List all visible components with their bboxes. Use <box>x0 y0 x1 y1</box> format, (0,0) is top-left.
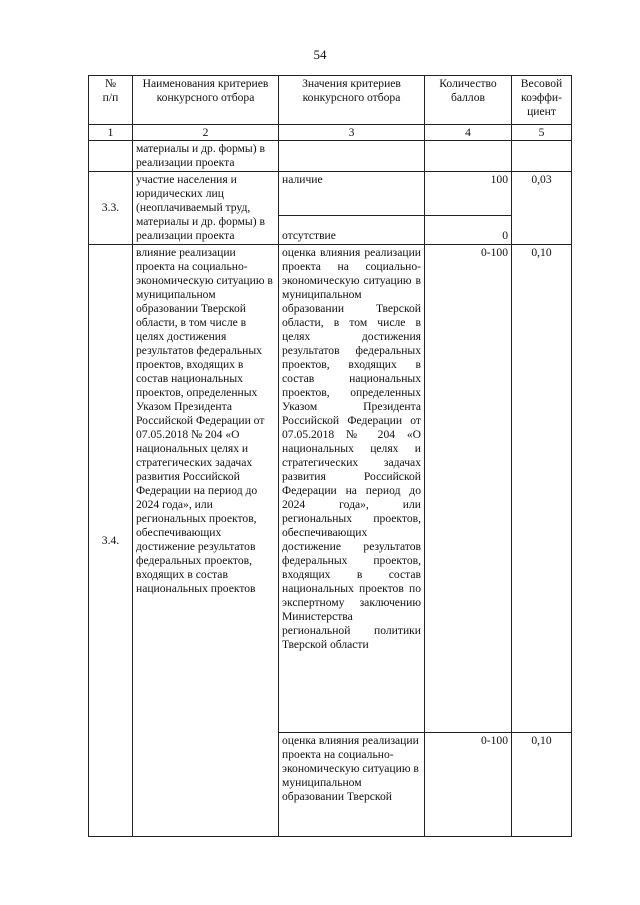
continuation-num <box>89 141 133 172</box>
row-3-4-option1-points: 0-100 <box>425 245 512 733</box>
row-3-3-option1-points: 100 <box>425 172 512 216</box>
continuation-points <box>425 141 512 172</box>
header-weight: Весовой коэффи-циент <box>512 76 572 125</box>
table-row-3-3-option1 <box>89 172 572 216</box>
header-name: Наименования критериев конкурсного отбора <box>133 76 279 125</box>
header-value: Значения критериев конкурсного отбора <box>279 76 425 125</box>
header-points: Количество баллов <box>425 76 512 125</box>
row-3-4-option1-weight: 0,10 <box>512 245 572 733</box>
row-3-3-option2-points: 0 <box>425 215 512 244</box>
row-3-3-weight: 0,03 <box>512 172 572 245</box>
column-number: 2 <box>133 125 279 141</box>
column-number: 4 <box>425 125 512 141</box>
column-number: 5 <box>512 125 572 141</box>
row-3-4-option2-value: оценка влияния реализации проекта на социально-экономическую ситуацию в муниципальном образовании Тверской <box>279 733 425 837</box>
continuation-name: материалы и др. формы) в реализации проекта <box>133 141 279 172</box>
row-3-3-num: 3.3. <box>89 172 133 245</box>
table-row-3-4-option1 <box>89 245 572 733</box>
page-number: 54 <box>313 47 327 62</box>
continuation-row <box>89 141 572 172</box>
column-number-row <box>89 125 572 141</box>
row-3-3-name: участие населения и юридических лиц (неоплачиваемый труд, материалы и др. формы) в реализации проекта <box>133 172 279 245</box>
row-3-3-option2-value: отсутствие <box>279 215 425 244</box>
continuation-weight <box>512 141 572 172</box>
row-3-4-name: влияние реализации проекта на социально-экономическую ситуацию в муниципальном образовании Тверской области, в том числе в целях достижения результатов федеральных проектов, входящих в состав национальных проектов, определенных Указом Президента Российской Федерации от 07.05.2018 № 204 «О национальных целях и стратегических задачах развития Российской Федерации на период до 2024 года», или региональных проектов, обеспечивающих достижение результатов федеральных проектов, входящих в состав национальных проектов <box>133 245 279 837</box>
row-3-4-option2-weight: 0,10 <box>512 733 572 837</box>
row-3-4-num: 3.4. <box>89 245 133 837</box>
row-3-4-option1-value: оценка влияния реализации проекта на социально-экономическую ситуацию в муниципальном образовании Тверской области, в том числе в целях достижения результатов федеральных проектов, входящих в состав национальных проектов, определенных Указом Президента Российской Федерации от 07.05.2018 № 204 «О национальных целях и стратегических задачах развития Российской Федерации на период до 2024 года», или региональных проектов, обеспечивающих достижение результатов федеральных проектов, входящих в состав национальных проектов по экспертному заключению Министерства региональной политики Тверской области <box>279 245 425 733</box>
criteria-table <box>88 75 572 837</box>
row-3-3-option1-value: наличие <box>279 172 425 216</box>
table-header-row <box>89 76 572 125</box>
column-number: 1 <box>89 125 133 141</box>
continuation-value <box>279 141 425 172</box>
row-3-4-option2-points: 0-100 <box>425 733 512 837</box>
header-num: № п/п <box>89 76 133 125</box>
column-number: 3 <box>279 125 425 141</box>
